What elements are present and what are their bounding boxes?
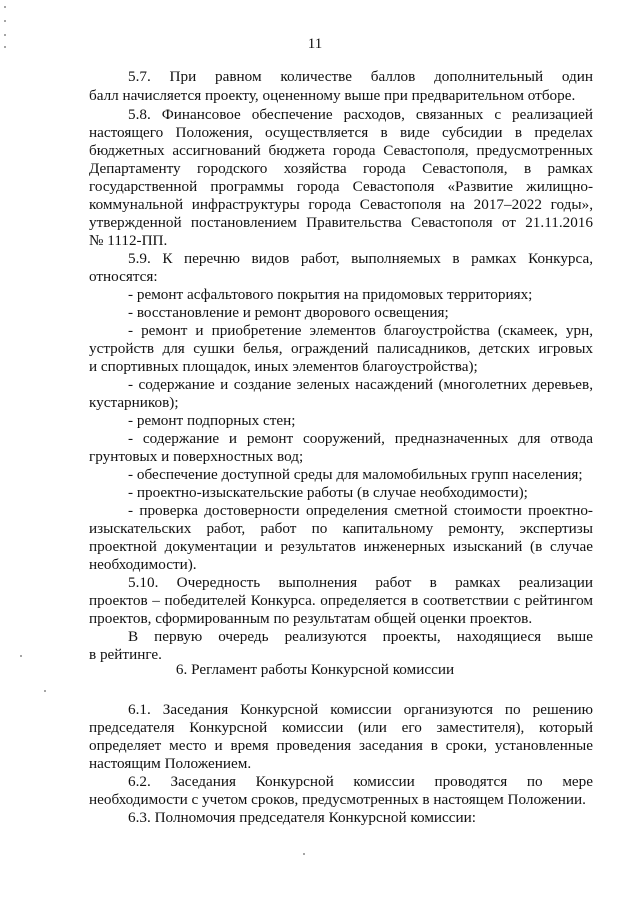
paragraph-line: В первую очередь реализуются проекты, находящиеся выше <box>128 628 593 645</box>
paragraph-line: 5.9. К перечню видов работ, выполняемых в рамках Конкурса, <box>128 250 593 267</box>
scan-speck <box>4 6 6 8</box>
list-item: - содержание и ремонт сооружений, предназначенных для отвода <box>128 430 593 447</box>
list-item: - обеспечение доступной среды для маломобильных групп населения; <box>128 466 583 483</box>
paragraph-line: бюджетных ассигнований бюджета города Севастополя, предусмотренных <box>89 142 593 159</box>
paragraph-line: государственной программы города Севастополя «Развитие жилищно- <box>89 178 593 195</box>
paragraph-line: настоящим Положением. <box>89 755 252 772</box>
list-item: необходимости). <box>89 556 197 573</box>
list-item: - ремонт и приобретение элементов благоустройства (скамеек, урн, <box>128 322 593 339</box>
paragraph-line: определяет место и время проведения заседания в сроки, установленные <box>89 737 593 754</box>
paragraph-line: проектов, сформированным по результатам общей оценки проектов. <box>89 610 533 627</box>
paragraph-line: № 1112-ПП. <box>89 232 168 249</box>
paragraph-line: 6.2. Заседания Конкурсной комиссии проводятся по мере <box>128 773 593 790</box>
section-heading: 6. Регламент работы Конкурсной комиссии <box>175 661 455 678</box>
paragraph-line: необходимости с учетом сроков, предусмотренных в настоящем Положении. <box>89 791 586 808</box>
list-item: - проектно-изыскательские работы (в случае необходимости); <box>128 484 528 501</box>
paragraph-line: проектов – победителей Конкурса. определяется в соответствии с рейтингом <box>89 592 593 609</box>
list-item: - содержание и создание зеленых насаждений (многолетних деревьев, <box>128 376 593 393</box>
scan-speck <box>4 46 6 48</box>
paragraph-line: 6.3. Полномочия председателя Конкурсной комиссии: <box>128 809 477 826</box>
scan-speck <box>4 20 6 22</box>
paragraph-line: утвержденной постановлением Правительства Севастополя от 21.11.2016 <box>89 214 593 231</box>
scan-speck <box>20 655 22 657</box>
paragraph-line: 5.7. При равном количестве баллов дополнительный один <box>128 68 593 85</box>
paragraph-line: 6.1. Заседания Конкурсной комиссии организуются по решению <box>128 701 593 718</box>
list-item: - восстановление и ремонт дворового освещения; <box>128 304 449 321</box>
paragraph-line: настоящего Положения, осуществляется в виде субсидии в пределах <box>89 124 593 141</box>
paragraph-line: Департаменту городского хозяйства города Севастополя, в рамках <box>89 160 593 177</box>
list-item: кустарников); <box>89 394 179 411</box>
page-number: 11 <box>307 36 323 52</box>
list-item: и спортивных площадок, иных элементов благоустройства); <box>89 358 478 375</box>
paragraph-line: 5.8. Финансовое обеспечение расходов, связанных с реализацией <box>128 106 593 123</box>
scan-speck <box>4 34 6 36</box>
paragraph-line: коммунальной инфраструктуры города Севастополя на 2017–2022 годы», <box>89 196 593 213</box>
list-item: изыскательских работ, работ по капитальному ремонту, экспертизы <box>89 520 593 537</box>
list-item: проектной документации и результатов инженерных изысканий (в случае <box>89 538 593 555</box>
list-item: - ремонт подпорных стен; <box>128 412 296 429</box>
paragraph-line: 5.10. Очередность выполнения работ в рамках реализации <box>128 574 593 591</box>
scan-speck <box>44 690 46 692</box>
list-item: грунтовых и поверхностных вод; <box>89 448 304 465</box>
list-item: - ремонт асфальтового покрытия на придомовых территориях; <box>128 286 533 303</box>
paragraph-line: председателя Конкурсной комиссии (или его заместителя), который <box>89 719 593 736</box>
paragraph-line: в рейтинге. <box>89 646 162 663</box>
paragraph-line: балл начисляется проекту, оцененному выше при предварительном отборе. <box>89 87 576 104</box>
scan-speck <box>303 853 305 855</box>
list-item: устройств для сушки белья, ограждений палисадников, детских игровых <box>89 340 593 357</box>
paragraph-line: относятся: <box>89 268 158 285</box>
list-item: - проверка достоверности определения сметной стоимости проектно- <box>128 502 593 519</box>
